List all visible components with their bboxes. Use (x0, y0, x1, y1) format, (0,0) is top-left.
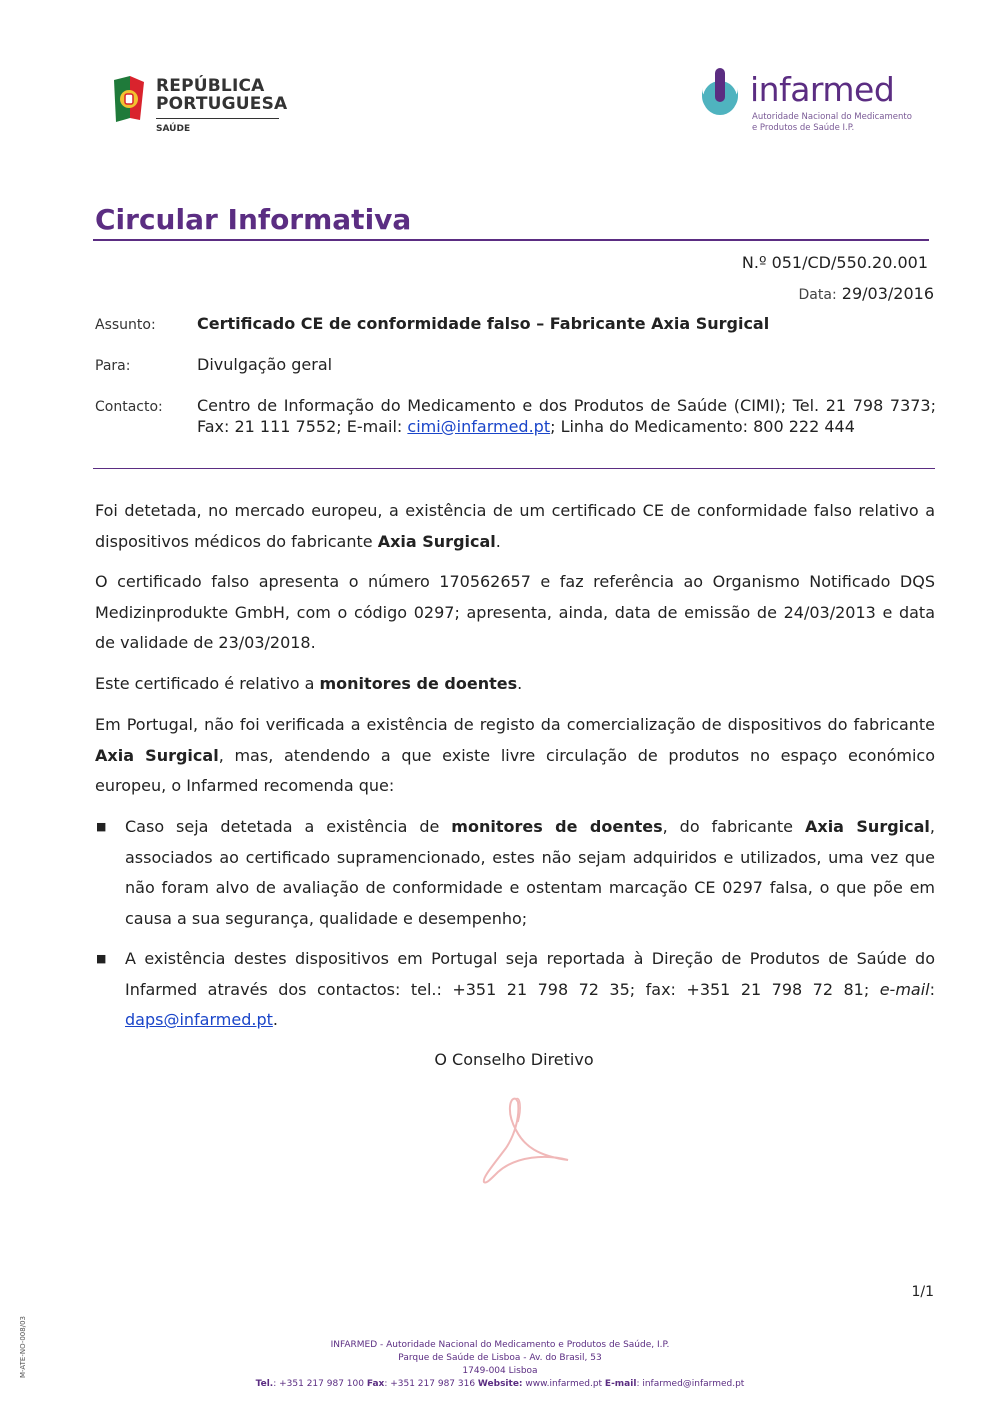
footer-tel-label: Tel. (255, 1379, 274, 1389)
signature: O Conselho Diretivo (434, 1050, 594, 1069)
paragraph-2: O certificado falso apresenta o número 170562657 e faz referência ao Organismo Notificado DQS Medizinprodukte GmbH, com o código 0297; apresenta, ainda, data de emissão de 24/03/2013 e data de validade de 23/03/2018. (95, 572, 935, 652)
footer-website-value: www.infarmed.pt (522, 1379, 605, 1389)
bullet-2-text (125, 944, 935, 1036)
bullet-2-marker: ■ (96, 952, 107, 965)
infarmed-subtitle-line2: e Produtos de Saúde I.P. (752, 123, 855, 133)
footer-contacts (0, 1379, 1000, 1389)
infarmed-drop-icon (696, 68, 744, 120)
footer-line-2: Parque de Saúde de Lisboa - Av. do Brasil, 53 (398, 1353, 602, 1363)
contacto-text-2: ; Linha do Medicamento: 800 222 444 (550, 416, 855, 436)
rp-logo-line1: REPÚBLICA (156, 76, 265, 96)
p3-bold: monitores de doentes (319, 674, 518, 693)
b1-bold-1: monitores de doentes (451, 817, 663, 836)
p4-bold: Axia Surgical (95, 745, 219, 765)
footer-fax-value: : +351 217 987 316 (384, 1379, 478, 1389)
page-number: 1/1 (911, 1284, 934, 1300)
acrobat-signature-stamp-icon (476, 1094, 576, 1189)
header-divider (93, 468, 935, 469)
footer-line-1: INFARMED - Autoridade Nacional do Medicamento e Produtos de Saúde, I.P. (330, 1340, 670, 1350)
p3-text-a: Este certificado é relativo a (95, 674, 320, 693)
contacto-value (197, 396, 936, 437)
b2-text-c: . (272, 1010, 278, 1029)
document-date (799, 284, 934, 303)
b2-text-b: : (929, 979, 935, 999)
footer-email-label: E-mail (604, 1379, 637, 1389)
footer-website-label: Website: (477, 1379, 523, 1389)
document-title: Circular Informativa (95, 203, 412, 236)
cimi-email-link[interactable]: cimi@infarmed.pt (407, 416, 551, 436)
footer-fax-label: Fax (366, 1379, 385, 1389)
b2-text-a: A existência destes dispositivos em Portugal seja reportada à Direção de Produtos de Saúde do Infarmed através dos contactos: tel.: +351 21 798 72 35; fax: +351 21 798 72 81; (125, 949, 935, 999)
paragraph-4 (95, 710, 935, 802)
infarmed-wordmark: infarmed (750, 70, 895, 109)
document-form-code: M-ATE-NO-008/03 (19, 1316, 27, 1378)
b2-italic: e-mail (879, 979, 930, 999)
p4-text-b: , mas, atendendo a que existe livre circulação de produtos no espaço económico europeu, o Infarmed recomenda que: (95, 745, 936, 795)
p4-text-a: Em Portugal, não foi verificada a existência de registo da comercialização de dispositivos do fabricante (95, 715, 935, 734)
rp-logo-rule (156, 118, 279, 119)
date-label: Data: (798, 287, 837, 303)
document-number: N.º 051/CD/550.20.001 (741, 253, 928, 272)
rp-logo-line2: PORTUGUESA (156, 94, 288, 114)
b1-text-a: Caso seja detetada a existência de (125, 817, 452, 836)
paragraph-1 (95, 496, 935, 557)
b1-text-c: , associados ao certificado supramencionado, estes não sejam adquiridos e utilizados, uma vez que não foram alvo de avaliação de conformidade e ostentam marcação CE 0297 falsa, o que põe em causa a sua segurança, qualidade e desempenho; (125, 817, 936, 928)
daps-email-link[interactable]: daps@infarmed.pt (125, 1010, 273, 1029)
assunto-value: Certificado CE de conformidade falso – Fabricante Axia Surgical (197, 314, 770, 333)
contacto-text-1: Centro de Informação do Medicamento e dos Produtos de Saúde (CIMI); Tel. 21 798 7373; Fax: 21 111 7552; E-mail: (197, 396, 936, 436)
title-divider (93, 239, 929, 241)
p1-text-b: . (495, 531, 501, 551)
date-value: 29/03/2016 (841, 284, 934, 303)
p3-text-b: . (517, 674, 523, 693)
b1-text-b: , do fabricante (662, 817, 805, 836)
footer-line-3: 1749-004 Lisboa (462, 1366, 538, 1376)
republica-portuguesa-logo (110, 72, 290, 138)
para-label: Para: (95, 358, 131, 374)
bullet-1-marker: ■ (96, 820, 107, 833)
footer-email-value: : infarmed@infarmed.pt (636, 1379, 745, 1389)
infarmed-subtitle-line1: Autoridade Nacional do Medicamento (752, 112, 912, 122)
para-value: Divulgação geral (197, 355, 333, 374)
rp-logo-line3: SAÚDE (156, 124, 191, 134)
paragraph-3 (95, 669, 935, 700)
assunto-label: Assunto: (95, 317, 156, 333)
contacto-label: Contacto: (95, 399, 163, 415)
p1-text-a: Foi detetada, no mercado europeu, a existência de um certificado CE de conformidade falso relativo a dispositivos médicos do fabricante (95, 501, 935, 551)
infarmed-subtitle (752, 112, 912, 134)
bullet-1-text (125, 812, 935, 934)
b1-bold-2: Axia Surgical (804, 817, 930, 836)
infarmed-logo (696, 68, 912, 140)
footer-tel-value: : +351 217 987 100 (273, 1379, 367, 1389)
p1-bold: Axia Surgical (377, 531, 496, 551)
portuguese-emblem-icon (110, 74, 146, 124)
